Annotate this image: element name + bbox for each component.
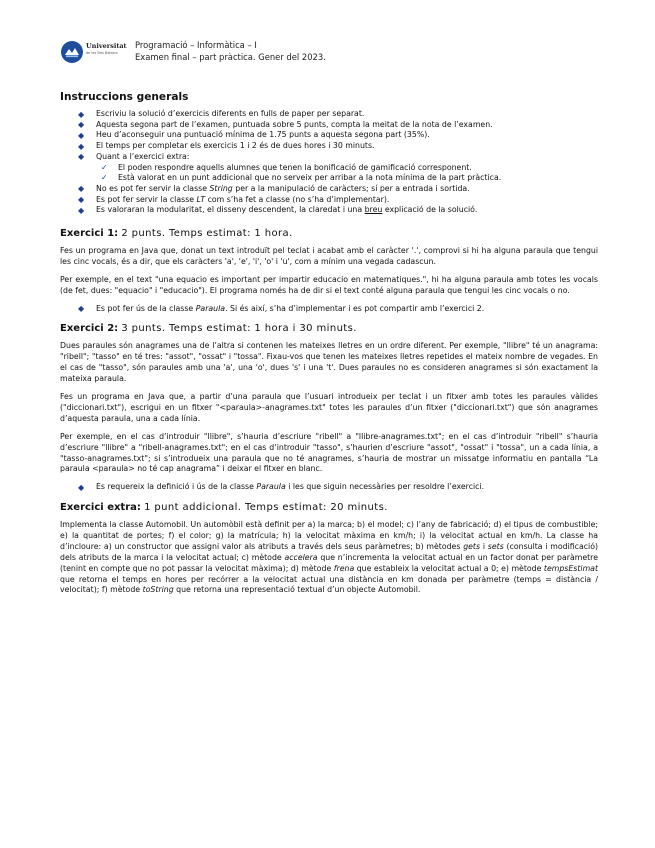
exercise-2-heading: Exercici 2: 3 punts. Temps estimat: 1 hora i 30 minuts.	[60, 323, 357, 335]
list-item: ◆ El temps per completar els exercicis 1 i 2 és de dues hores i 30 minuts.	[78, 141, 375, 151]
diamond-bullet-icon: ◆	[78, 195, 85, 205]
list-item: ◆ Es valoraran la modularitat, el disseny descendent, la claredat i una breu explicació de la solució.	[78, 205, 478, 215]
diamond-bullet-icon: ◆	[78, 152, 85, 162]
exercise-extra-statement: Implementa la classe Automobil. Un automòbil està definit per a) la marca; b) el model; c) l’any de fabricació; d) el tipus de combustible; e) la quantitat de portes; f) el color; g) la matrícula; h) la velocitat màxima en km/h; i) la velocitat actual en km/h. La classe ha d’incloure: a) un constructor que assigni valor als atributs a través dels seus paràmetres; b) mètodes gets i sets (consulta i modificació) dels atributs de la marca i la velocitat actual; c) mètode accelera que n’incrementa la velocitat actual en un factor donat per paràmetre (tenint en compte que no pot passar la velocitat màxima); d) mètode frena que estableix la velocitat actual a 0; e) mètode tempsEstimat que retorna el temps en hores per recórrer a la velocitat actual una distància en km donada per paràmetre (temps = distància / velocitat); f) mètode toString que retorna una representació textual d’un objecte Automobil.	[60, 520, 599, 595]
logo-name: Universitat	[86, 42, 127, 50]
list-item: ◆ Aquesta segona part de l’examen, puntuada sobre 5 punts, compta la meitat de la nota de l’examen.	[78, 119, 493, 130]
diamond-bullet-icon: ◆	[78, 482, 85, 492]
header-text	[135, 40, 326, 63]
list-item: ◆ No es pot fer servir la classe String per a la manipulació de caràcters; sí per a entrada i sortida.	[78, 183, 470, 194]
exam-line: Examen final – part pràctica. Gener del 2023.	[135, 51, 326, 62]
check-arrow-icon: ✓	[101, 162, 108, 172]
logo-subtitle: de les Illes Balears	[86, 51, 118, 55]
exercise-1-statement: Fes un programa en Java que, donat un text introduït pel teclat i acabat amb el caràcter '.', comprovi si hi ha alguna paraula que tengui les cinc vocals, és a dir, que els caràcters 'a', 'e', 'i', 'o' i 'u', com a mínim una vegada cadascun.	[60, 246, 598, 266]
sub-list-item: ✓ Està valorat en un punt addicional que no serveix per arribar a la nota mínima de la part pràctica.	[101, 173, 502, 183]
diamond-bullet-icon: ◆	[78, 120, 85, 130]
list-item: ◆ Heu d’aconseguir una puntuació mínima de 1.75 punts a aquesta segona part (35%).	[78, 130, 430, 140]
sub-list-item: ✓ El poden respondre aquells alumnes que tenen la bonificació de gamificació corresponent.	[101, 162, 472, 172]
uib-emblem-icon	[60, 40, 84, 64]
instructions-title: Instruccions generals	[60, 91, 189, 103]
diamond-bullet-icon: ◆	[78, 130, 85, 140]
exercise-2-statement: Fes un programa en Java que, a partir d’una paraula que l’usuari introdueix per teclat i un fitxer amb totes les paraules vàlides ("diccionari.txt"), escrigui en un fitxer "<paraula>-anagrames.txt" totes les paraules d’un fitxer ("diccionari.txt") que són anagrames d’aquesta paraula, una a cada línia.	[60, 391, 598, 423]
exam-content	[60, 91, 598, 603]
sub-list-container	[60, 163, 598, 184]
exercise-2-definition: Dues paraules són anagrames una de l’altra si contenen les mateixes lletres en un ordre diferent. Per exemple, "llibre" té un anagrama: "ribell"; "tasso" en té tres: "assot", "ossat" i "tossa". Fixau-vos que tenen les mateixes lletres repetides el mateix nombre de vegades. En el cas de "tasso", són paraules amb una 'a', una 'o', dues 's' i una 't'. Dues paraules no es consideren anagrames si són exactament la mateixa paraula.	[60, 341, 598, 384]
exercise-1-heading: Exercici 1: 2 punts. Temps estimat: 1 hora.	[60, 228, 293, 240]
list-item: ◆ Escriviu la solució d’exercicis diferents en fulls de paper per separat.	[78, 109, 365, 119]
exercise-extra-heading: Exercici extra: 1 punt addicional. Temps estimat: 20 minuts.	[60, 502, 388, 514]
list-item: ◆ Es pot fer ús de la classe Paraula. Si és així, s’ha d’implementar i es pot compartir amb l’exercici 2.	[78, 303, 485, 314]
exercise-2-notes	[60, 482, 598, 493]
list-item: ◆ Quant a l’exercici extra:	[78, 151, 190, 162]
diamond-bullet-icon: ◆	[78, 109, 85, 119]
diamond-bullet-icon: ◆	[78, 184, 85, 194]
check-arrow-icon: ✓	[101, 173, 108, 183]
exercise-1-notes	[60, 304, 598, 315]
university-logo	[60, 40, 135, 64]
diamond-bullet-icon: ◆	[78, 205, 85, 215]
instructions-list	[60, 109, 598, 216]
list-item: ◆ Es requereix la definició i ús de la classe Paraula i les que siguin necessàries per resoldre l’exercici.	[78, 482, 485, 492]
extra-exercise-sublist	[60, 163, 598, 184]
diamond-bullet-icon: ◆	[78, 304, 85, 314]
diamond-bullet-icon: ◆	[78, 141, 85, 151]
exercise-2-example: Per exemple, en el cas d’introduir "llibre", s’hauria d’escriure "ribell" a "llibre-anagrames.txt"; en el cas d’introduir "ribell" s’hauria d’escriure "llibre" a "ribell-anagrames.txt"; en el cas d’introduir "tasso", s’haurien d’escriure "assot", "ossat" i "tossa", un a cada línia, a "tasso-anagrames.txt"; si s’introdueix una paraula que no té anagrames, s’hauria de mostrar un missatge informatiu en pantalla “La paraula <paraula> no té cap anagrama” i deixar el fitxer en blanc.	[60, 431, 598, 474]
list-item: ◆ Es pot fer servir la classe LT com s’ha fet a classe (no s’ha d’implementar).	[78, 194, 390, 205]
exercise-1-example: Per exemple, en el text "una equacio es important per impartir educacio en matematiques.", hi ha alguna paraula amb totes les vocals (de fet, dues: "equacio" i "educacio"). El programa només ha de dir si el text conté alguna paraula que tengui les cinc vocals o no.	[60, 274, 598, 295]
course-line: Programació – Informàtica – I	[135, 40, 257, 50]
